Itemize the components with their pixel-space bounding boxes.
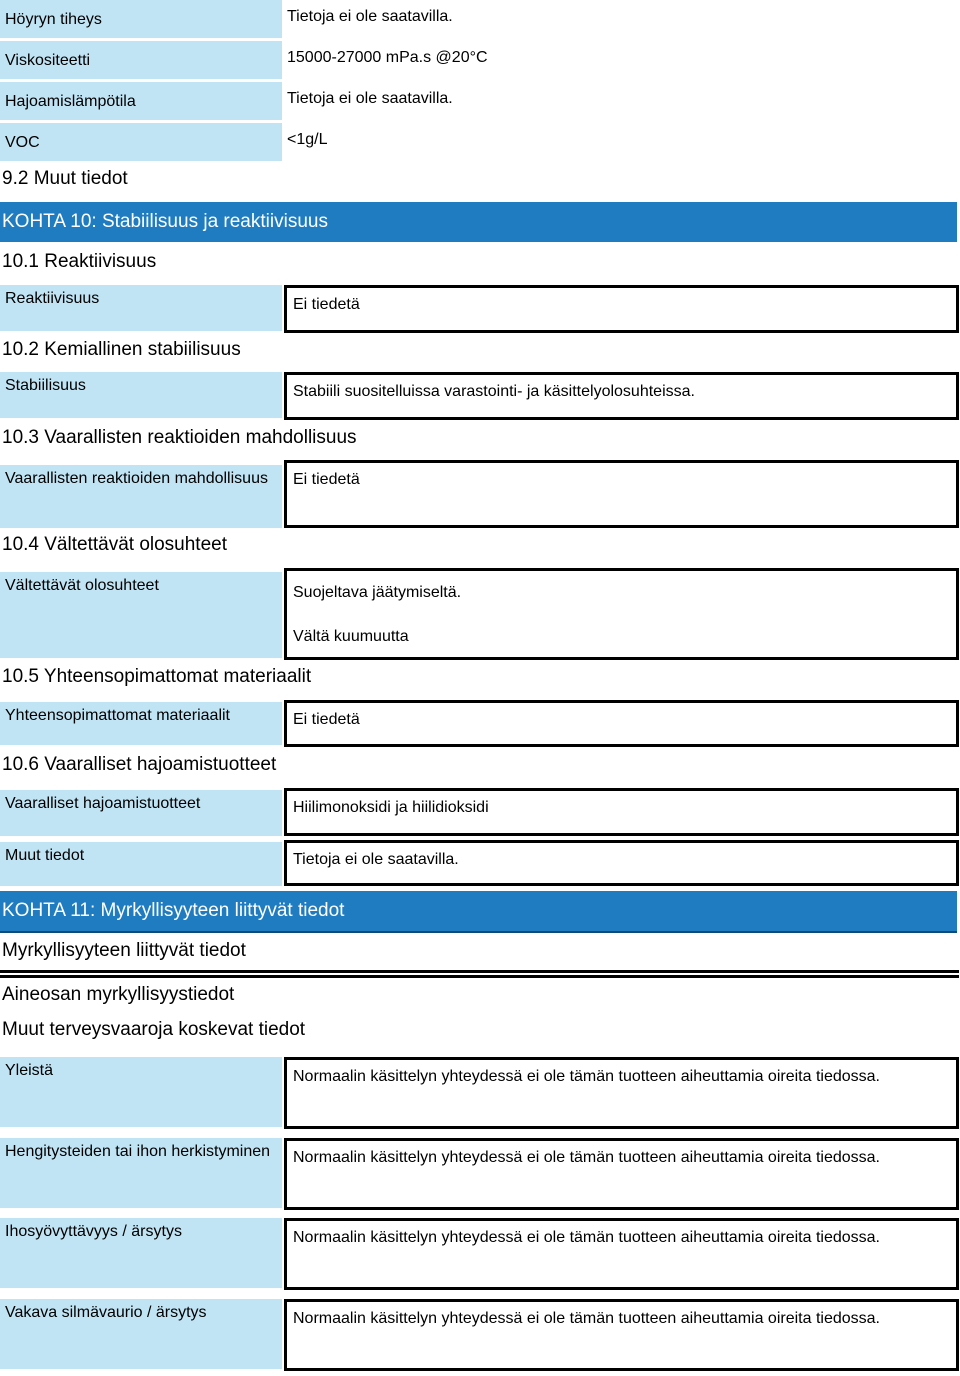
other-info-value: Tietoja ei ole saatavilla. bbox=[284, 840, 959, 886]
divider-line bbox=[0, 975, 959, 978]
section-10-header: KOHTA 10: Stabiilisuus ja reaktiivisuus bbox=[0, 202, 957, 242]
decomposition-products-label: Vaaralliset hajoamistuotteet bbox=[0, 790, 282, 836]
health-value-eye-damage: Normaalin käsittelyn yhteydessä ei ole tämän tuotteen aiheuttamia oireita tiedossa. bbox=[284, 1299, 959, 1371]
health-value-sensitization: Normaalin käsittelyn yhteydessä ei ole tämän tuotteen aiheuttamia oireita tiedossa. bbox=[284, 1138, 959, 1210]
reactivity-value: Ei tiedetä bbox=[284, 285, 959, 333]
property-label-vapor-density: Höyryn tiheys bbox=[0, 0, 282, 38]
health-label-sensitization: Hengitysteiden tai ihon herkistyminen bbox=[0, 1138, 282, 1208]
conditions-to-avoid-box bbox=[284, 568, 959, 660]
property-value-vapor-density: Tietoja ei ole saatavilla. bbox=[287, 8, 453, 25]
stability-label: Stabiilisuus bbox=[0, 372, 282, 418]
section-10-4-heading: 10.4 Vältettävät olosuhteet bbox=[2, 534, 227, 555]
hazardous-reactions-value: Ei tiedetä bbox=[284, 460, 959, 528]
divider-line bbox=[0, 970, 959, 973]
component-toxicity-heading: Aineosan myrkyllisyystiedot bbox=[2, 984, 235, 1005]
toxicology-heading: Myrkyllisyyteen liittyvät tiedot bbox=[2, 940, 246, 961]
section-10-3-heading: 10.3 Vaarallisten reaktioiden mahdollisuus bbox=[2, 427, 357, 448]
health-label-skin-corrosion: Ihosyövyttävyys / ärsytys bbox=[0, 1218, 282, 1288]
section-11-header: KOHTA 11: Myrkyllisyyteen liittyvät tiedot bbox=[0, 891, 957, 931]
health-value-general: Normaalin käsittelyn yhteydessä ei ole tämän tuotteen aiheuttamia oireita tiedossa. bbox=[284, 1057, 959, 1129]
property-value-voc: <1g/L bbox=[287, 131, 328, 148]
section-10-2-heading: 10.2 Kemiallinen stabiilisuus bbox=[2, 339, 241, 360]
property-label-voc: VOC bbox=[0, 123, 282, 161]
other-info-label: Muut tiedot bbox=[0, 842, 282, 886]
property-label-decomposition-temp: Hajoamislämpötila bbox=[0, 82, 282, 120]
conditions-to-avoid-value-2: Vältä kuumuutta bbox=[293, 628, 409, 645]
conditions-to-avoid-label: Vältettävät olosuhteet bbox=[0, 572, 282, 658]
decomposition-products-value: Hiilimonoksidi ja hiilidioksidi bbox=[284, 788, 959, 836]
section-10-1-heading: 10.1 Reaktiivisuus bbox=[2, 251, 157, 272]
section-10-5-heading: 10.5 Yhteensopimattomat materiaalit bbox=[2, 666, 312, 687]
health-value-skin-corrosion: Normaalin käsittelyn yhteydessä ei ole tämän tuotteen aiheuttamia oireita tiedossa. bbox=[284, 1218, 959, 1290]
section-9-2-heading: 9.2 Muut tiedot bbox=[2, 168, 128, 189]
property-value-viscosity: 15000-27000 mPa.s @20°C bbox=[287, 49, 488, 66]
reactivity-label: Reaktiivisuus bbox=[0, 285, 282, 331]
stability-value: Stabiili suositelluissa varastointi- ja käsittelyolosuhteissa. bbox=[284, 372, 959, 420]
hazardous-reactions-label: Vaarallisten reaktioiden mahdollisuus bbox=[0, 465, 282, 528]
conditions-to-avoid-value-1: Suojeltava jäätymiseltä. bbox=[293, 584, 462, 601]
section-10-6-heading: 10.6 Vaaralliset hajoamistuotteet bbox=[2, 754, 277, 775]
property-value-decomposition-temp: Tietoja ei ole saatavilla. bbox=[287, 90, 453, 107]
other-health-hazards-heading: Muut terveysvaaroja koskevat tiedot bbox=[2, 1019, 306, 1040]
incompatible-materials-value: Ei tiedetä bbox=[284, 700, 959, 747]
health-label-eye-damage: Vakava silmävaurio / ärsytys bbox=[0, 1299, 282, 1369]
property-label-viscosity: Viskositeetti bbox=[0, 41, 282, 79]
incompatible-materials-label: Yhteensopimattomat materiaalit bbox=[0, 702, 282, 745]
health-label-general: Yleistä bbox=[0, 1057, 282, 1127]
